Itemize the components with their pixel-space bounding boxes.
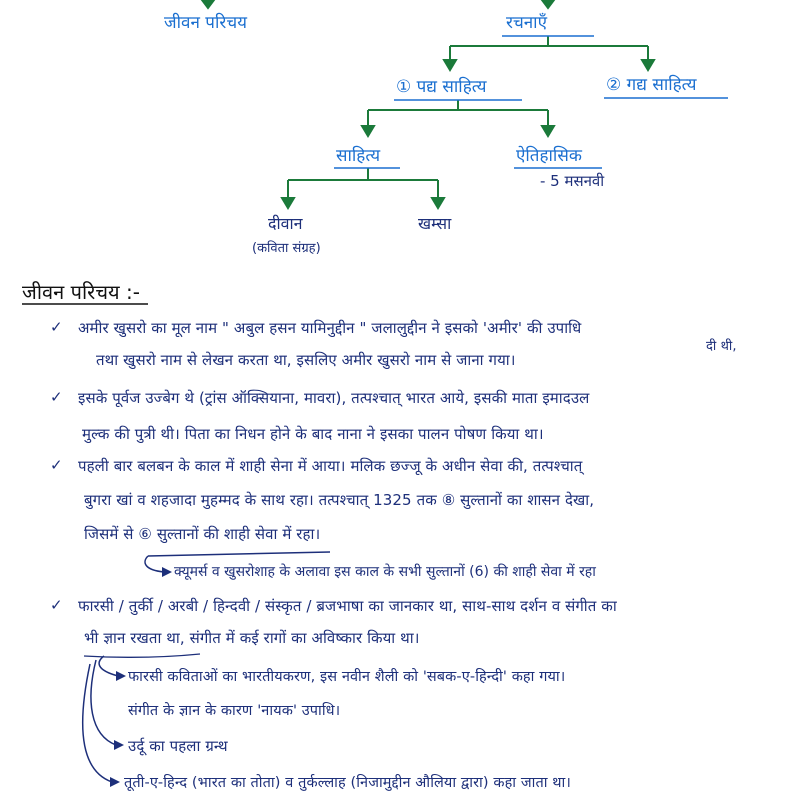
to-padya-head xyxy=(444,60,456,70)
tree-node-rachnayen: रचनाएँ xyxy=(506,13,547,33)
tree-node-khamsa: खम्सा xyxy=(418,214,452,233)
point3-line2: बुगरा खां व शहजादा मुहम्मद के साथ रहा। तत्पश्चात् 1325 तक ⑧ सुल्तानों का शासन देखा, xyxy=(84,491,595,509)
to-aitihasik-head xyxy=(542,126,554,136)
sub1-branch xyxy=(99,656,118,676)
to-diwan-head xyxy=(282,198,294,208)
tree-note-diwan: (कविता संग्रह) xyxy=(252,241,321,256)
point1-line1: अमीर खुसरो का मूल नाम " अबुल हसन यामिनुद्दीन " जलालुद्दीन ने इसको 'अमीर' की उपाधि xyxy=(78,319,582,337)
point2-line2: मुल्क की पुत्री थी। पिता का निधन होने के बाद नाना ने इसका पालन पोषण किया था। xyxy=(82,425,544,443)
sub3-arrowhead xyxy=(110,777,120,787)
tree-note-masnavi: - 5 मसनवी xyxy=(540,172,605,190)
tree-node-sahitya: साहित्य xyxy=(336,146,381,166)
point4-line2: भी ज्ञान रखता था, संगीत में कई रागों का अविष्कार किया था। xyxy=(84,629,420,647)
point3-line3: जिसमें से ⑥ सुल्तानों की शाही सेवा में रहा। xyxy=(84,525,321,543)
to-khamsa-head xyxy=(432,198,444,208)
top-arrow-right-head xyxy=(542,0,554,8)
tree-node-jeevan-parichay: जीवन परिचय xyxy=(164,13,247,33)
top-arrow-left-head xyxy=(202,0,214,8)
sub2-arrowhead xyxy=(114,740,124,750)
bhi-gyan-underline xyxy=(84,654,200,657)
point1-line2: तथा खुसरो नाम से लेखन करता था, इसलिए अमीर खुसरो नाम से जाना गया। xyxy=(96,351,516,369)
checkmark-icon: ✓ xyxy=(50,318,63,336)
tree-node-gadya-sahitya: ② गद्य साहित्य xyxy=(606,75,697,95)
note-branch xyxy=(145,556,164,572)
sub3-branch xyxy=(83,664,112,782)
note-arrowhead xyxy=(162,567,172,577)
point4-line1: फारसी / तुर्की / अरबी / हिन्दवी / संस्कृत / ब्रजभाषा का जानकार था, साथ-साथ दर्शन व संगीत का xyxy=(78,597,617,615)
note-bar xyxy=(148,552,330,556)
checkmark-icon: ✓ xyxy=(50,456,63,474)
subpoint-tuti-e-hind: तूती-ए-हिन्द (भारत का तोता) व तुर्कल्लाह (निजामुद्दीन औलिया द्वारा) कहा जाता था। xyxy=(124,775,572,791)
tree-node-diwan: दीवान xyxy=(268,214,303,233)
checkmark-icon: ✓ xyxy=(50,596,63,614)
checkmark-icon: ✓ xyxy=(50,388,63,406)
sub1-arrowhead xyxy=(116,671,126,681)
point3-line1: पहली बार बलबन के काल में शाही सेना में आया। मलिक छज्जू के अधीन सेवा की, तत्पश्चात् xyxy=(78,457,583,475)
subpoint-nayak: संगीत के ज्ञान के कारण 'नायक' उपाधि। xyxy=(128,703,341,719)
tree-node-padya-sahitya: ① पद्य साहित्य xyxy=(396,77,487,97)
sub2-branch xyxy=(91,660,116,745)
to-gadya-head xyxy=(642,60,654,70)
point3-note: क्यूमर्स व खुसरोशाह के अलावा इस काल के सभी सुल्तानों (6) की शाही सेवा में रहा xyxy=(174,564,596,580)
tree-node-aitihasik: ऐतिहासिक xyxy=(516,146,582,166)
to-sahitya-head xyxy=(362,126,374,136)
point1-line1-tail: दी थी, xyxy=(706,339,737,354)
section-heading: जीवन परिचय :- xyxy=(22,280,140,304)
point2-line1: इसके पूर्वज उज्बेग थे (ट्रांस ऑक्सियाना, मावरा), तत्पश्चात् भारत आये, इसकी माता इमादउल xyxy=(78,389,590,407)
subpoint-urdu-granth: उर्दू का पहला ग्रन्थ xyxy=(128,737,228,755)
subpoint-sabak-e-hindi: फारसी कविताओं का भारतीयकरण, इस नवीन शैली को 'सबक-ए-हिन्दी' कहा गया। xyxy=(128,669,566,685)
